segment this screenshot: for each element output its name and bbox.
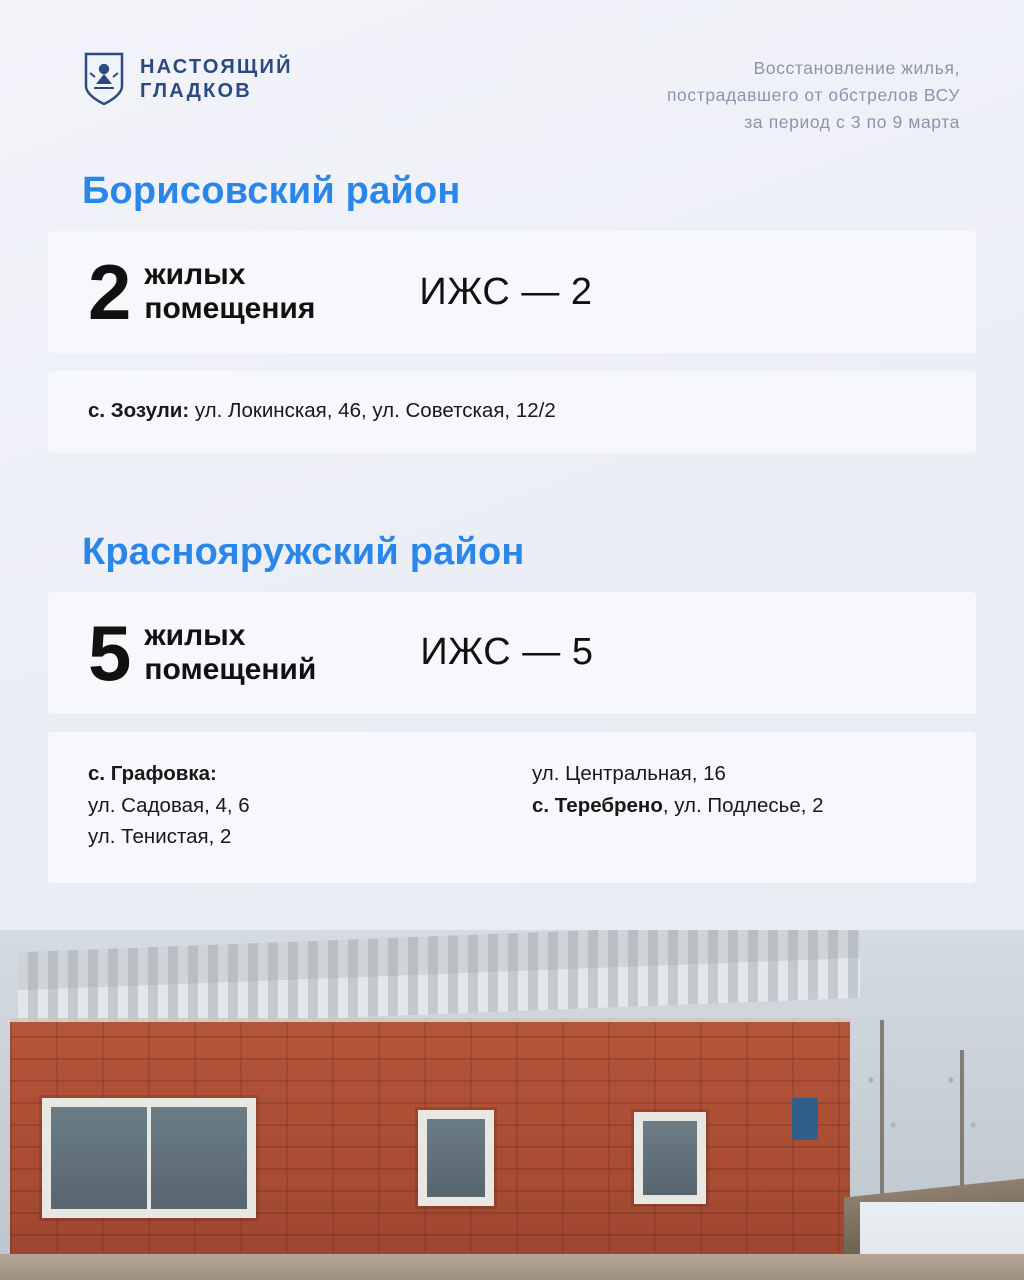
section-borisovsky (48, 170, 976, 453)
header (0, 0, 1024, 150)
count-words-line-1: жилых (144, 619, 246, 653)
address-rest: ул. Центральная, 16 (532, 761, 726, 785)
header-caption-line-2: пострадавшего от обстрелов ВСУ (666, 85, 960, 106)
coat-of-arms-icon (82, 52, 126, 106)
count-words-line-2: помещения (144, 292, 316, 325)
brand-line-2: ГЛАДКОВ (140, 79, 252, 102)
settlement-name: с. Графовка: (88, 761, 217, 785)
addresses-card (48, 732, 976, 883)
address-column (88, 758, 492, 853)
section-krasnoyaruzhsky (48, 531, 976, 883)
count-card (48, 592, 976, 714)
address-line (532, 790, 936, 822)
brand-text (140, 57, 293, 102)
settlement-name: с. Теребрено (532, 793, 663, 817)
tree (880, 1020, 884, 1220)
content (0, 170, 1024, 883)
address-rest: , ул. Подлесье, 2 (662, 793, 824, 817)
window (634, 1112, 706, 1204)
address-rest: ул. Тенистая, 2 (88, 825, 232, 849)
address-rest: ул. Локинская, 46, ул. Советская, 12/2 (189, 399, 556, 422)
section-title: Борисовский район (82, 170, 461, 212)
brand-block (82, 52, 293, 106)
header-caption-line-3: за период с 3 по 9 марта (744, 112, 960, 133)
settlement-name: с. Зозули: (88, 399, 190, 422)
count-card (48, 231, 976, 353)
count-number: 2 (88, 248, 131, 336)
address-line (88, 790, 492, 822)
count-words (144, 258, 315, 325)
header-caption (667, 55, 960, 136)
window-pane (147, 1107, 151, 1209)
window (42, 1098, 256, 1218)
section-title: Краснояружский район (82, 530, 525, 573)
address-line (532, 758, 936, 790)
addresses-card (48, 371, 976, 453)
address-column (532, 758, 936, 853)
house-photo (0, 930, 1024, 1280)
address-line (88, 758, 492, 790)
address-column (88, 395, 936, 427)
brand-line-1: НАСТОЯЩИЙ (140, 55, 293, 78)
address-rest: ул. Садовая, 4, 6 (88, 793, 250, 817)
count-words-line-2: помещений (144, 652, 317, 686)
header-caption-line-1: Восстановление жилья, (753, 58, 960, 78)
ground (0, 1254, 1024, 1280)
count-words (144, 619, 316, 686)
count-words-line-1: жилых (144, 258, 246, 292)
electric-meter (792, 1098, 818, 1140)
housing-type-label: ИЖС — 2 (419, 270, 593, 313)
address-line (88, 821, 492, 853)
count-number: 5 (88, 608, 131, 697)
address-line (88, 395, 936, 427)
window (418, 1110, 494, 1206)
housing-type-label: ИЖС — 5 (420, 631, 594, 674)
